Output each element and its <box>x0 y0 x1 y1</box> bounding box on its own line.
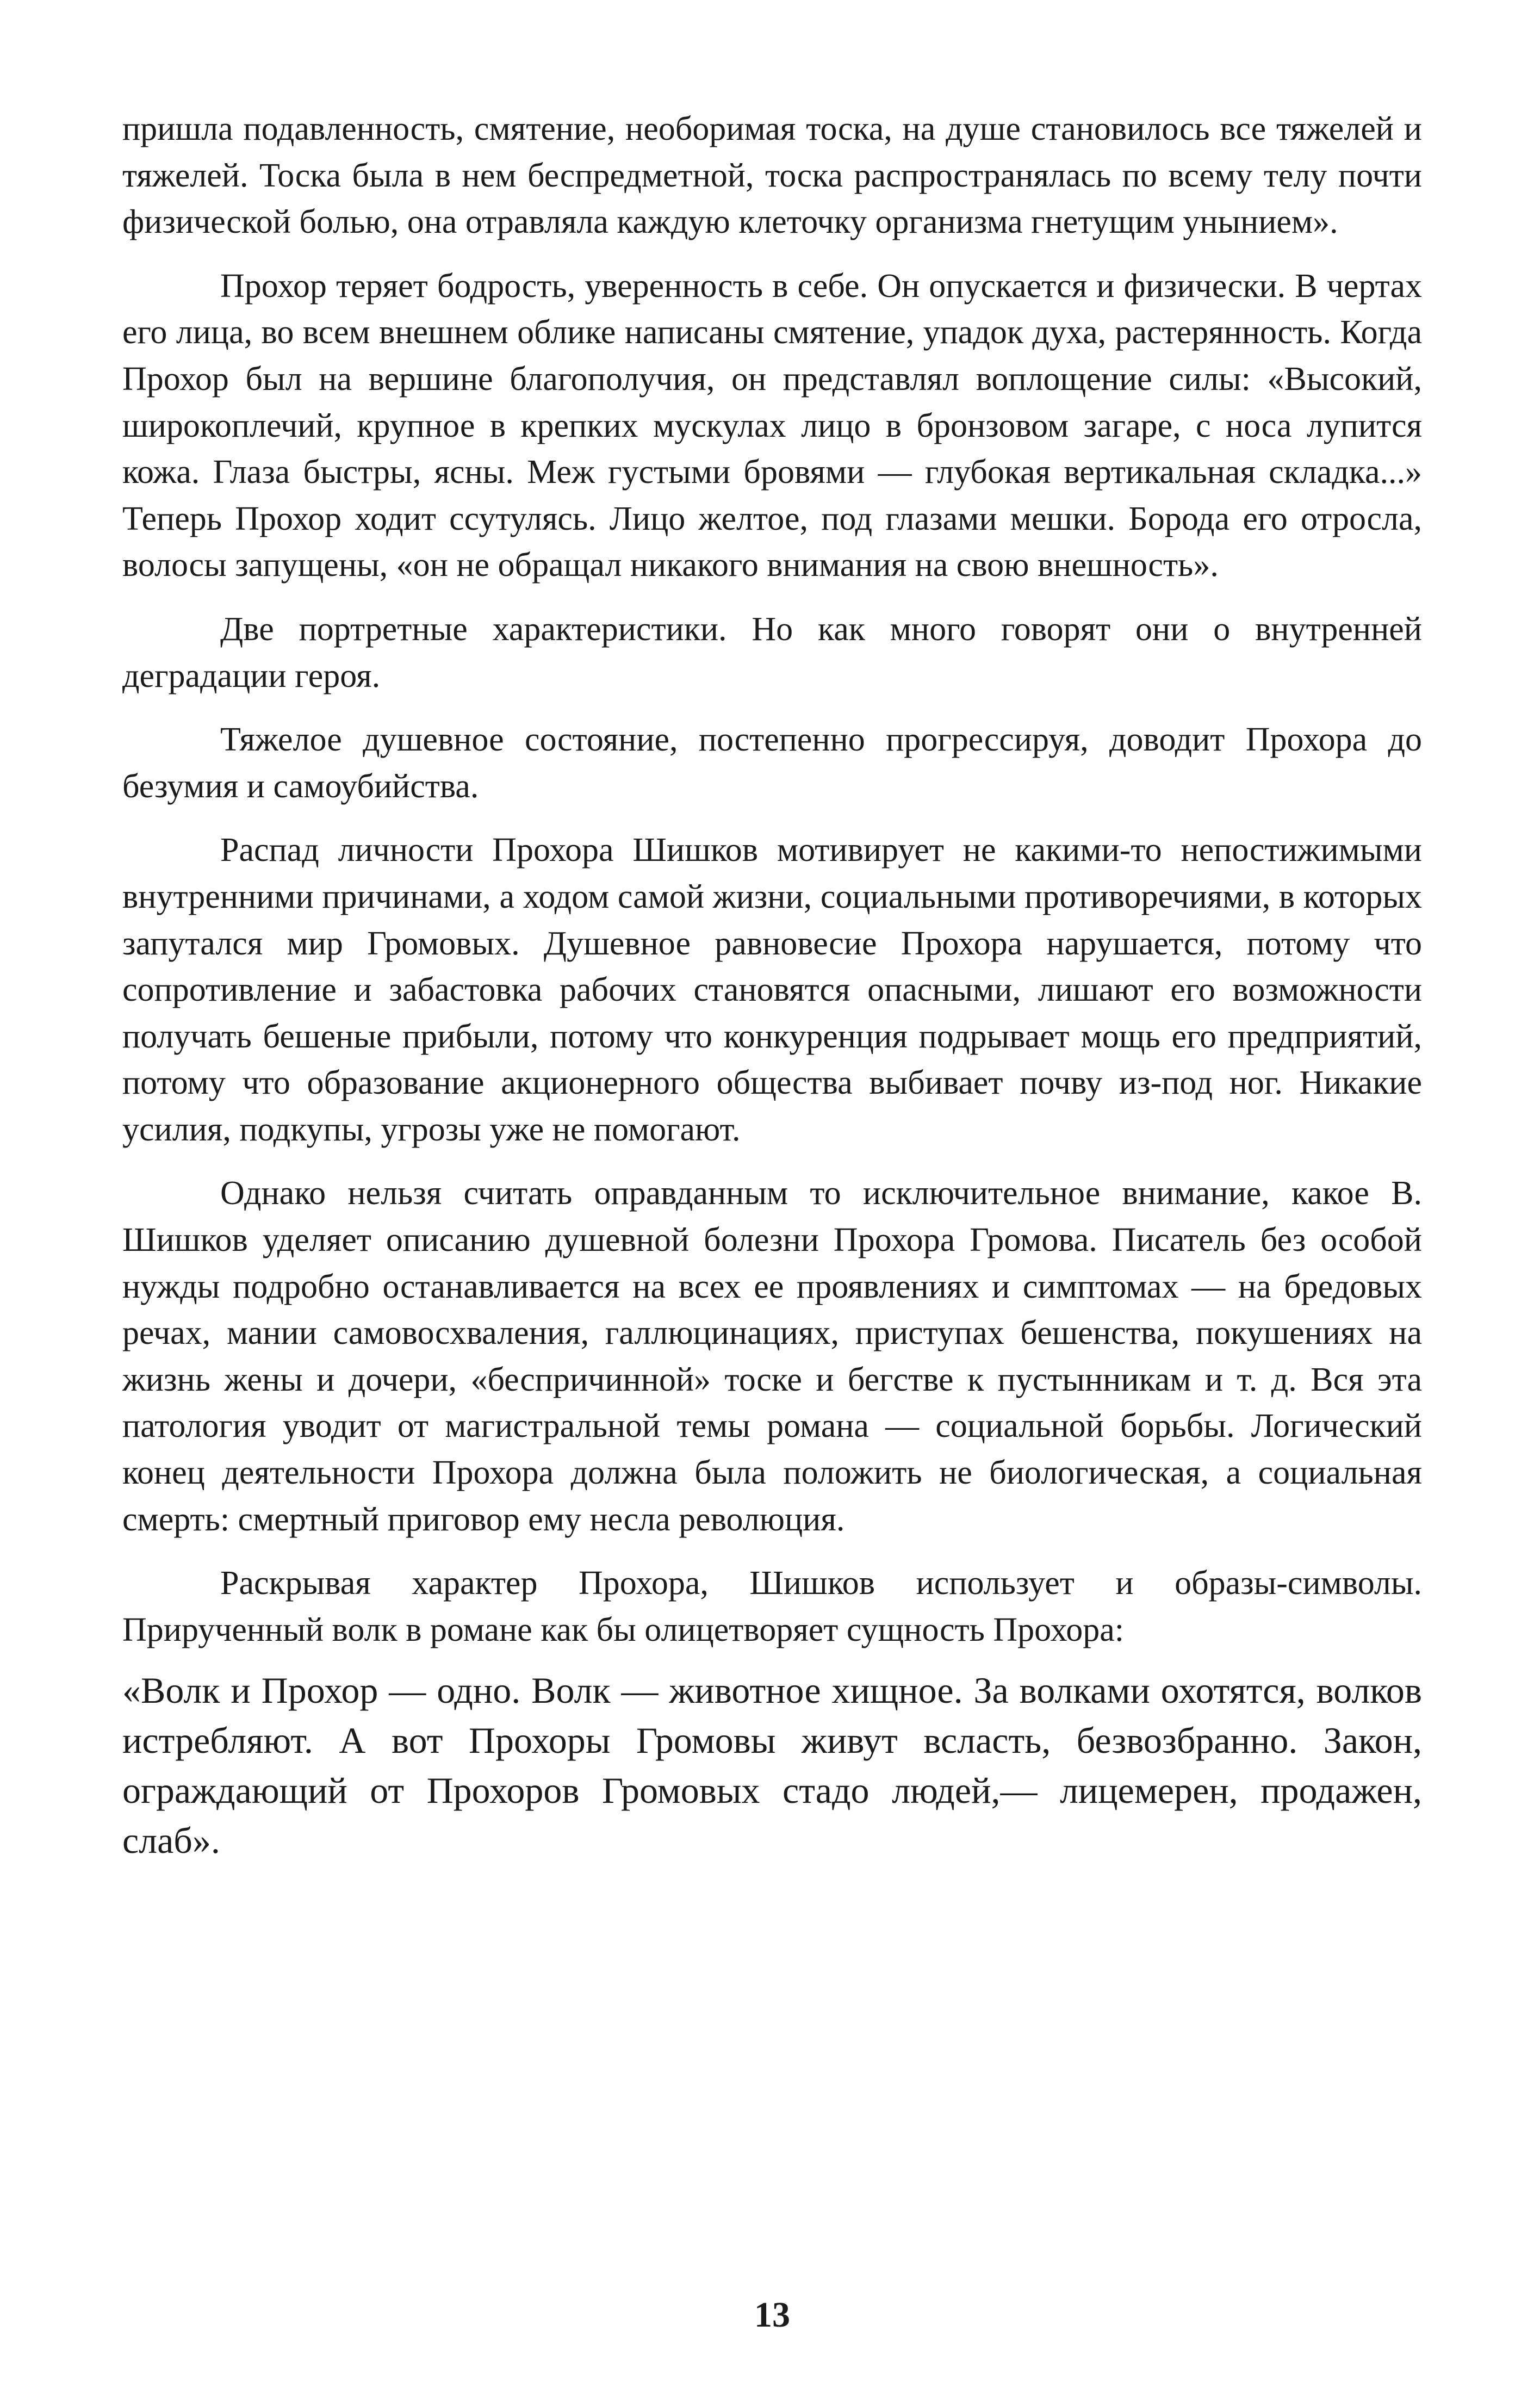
quote-block <box>122 1665 1422 1865</box>
paragraph-characteristics: Две портретные характеристики. Но как много говорят они о внутренней деградации героя. <box>122 610 1422 694</box>
paragraph-state: Тяжелое душевное состояние, постепенно прогрессируя, доводит Прохора до безумия и самоубийства. <box>122 721 1422 805</box>
paragraph-pathology: Однако нельзя считать оправданным то исключительное внимание, какое В. Шишков уделяет описанию душевной болезни Прохора Громова. Писатель без особой нужды подробно останавливается на всех ее проявлениях и симптомах — на бредовых речах, мании самовосхваления, галлюцинациях, приступах бешенства, покушениях на жизнь жены и дочери, «беспричинной» тоске и бегстве к пустынникам и т. д. Вся эта патология уводит от магистральной темы романа — социальной борьбы. Логический конец деятельности Прохора должна была положить не биологическая, а социальная смерть: смертный приговор ему несла революция. <box>122 1175 1422 1538</box>
paragraph-continuation: пришла подавленность, смятение, необоримая тоска, на душе становилось все тяжелей и тяжелей. Тоска была в нем беспредметной, тоска распространялась по всему телу почти физической болью, она отравляла каждую клеточку организма гнетущим унынием». <box>122 110 1422 241</box>
wolf-quote: «Волк и Прохор — одно. Волк — животное хищное. За волками охотятся, волков истребляют. А вот Прохоры Громовы живут всласть, безвозбранно. Закон, ограждающий от Прохоров Громовых стадо людей,— лицемерен, продажен, слаб». <box>122 1670 1422 1862</box>
book-page <box>122 106 1422 2336</box>
paragraph-disintegration: Распад личности Прохора Шишков мотивирует не какими-то непостижимыми внутренними причинами, а ходом самой жизни, социальными противоречиями, в которых запутался мир Громовых. Душевное равновесие Прохора нарушается, потому что сопротивление и забастовка рабочих становятся опасными, лишают его возможности получать бешеные прибыли, потому что конкуренция подрывает мощь его предприятий, потому что образование акционерного общества выбивает почву из-под ног. Никакие усилия, подкупы, угрозы уже не помогают. <box>122 832 1422 1148</box>
paragraph-portrait: Прохор теряет бодрость, уверенность в себе. Он опускается и физически. В чертах его лица, во всем внешнем облике написаны смятение, упадок духа, растерянность. Когда Прохор был на вершине благополучия, он представлял воплощение силы: «Высокий, широкоплечий, крупное в крепких мускулах лицо в бронзовом загаре, с носа лупится кожа. Глаза быстры, ясны. Меж густыми бровями — глубокая вертикальная складка...» Теперь Прохор ходит ссутулясь. Лицо желтое, под глазами мешки. Борода его отросла, волосы запущены, «он не обращал никакого внимания на свою внешность». <box>122 267 1422 584</box>
page-number: 13 <box>754 2295 790 2335</box>
paragraph-symbols: Раскрывая характер Прохора, Шишков использует и образы-символы. Прирученный волк в романе как бы олицетворяет сущность Прохора: <box>122 1565 1422 1648</box>
